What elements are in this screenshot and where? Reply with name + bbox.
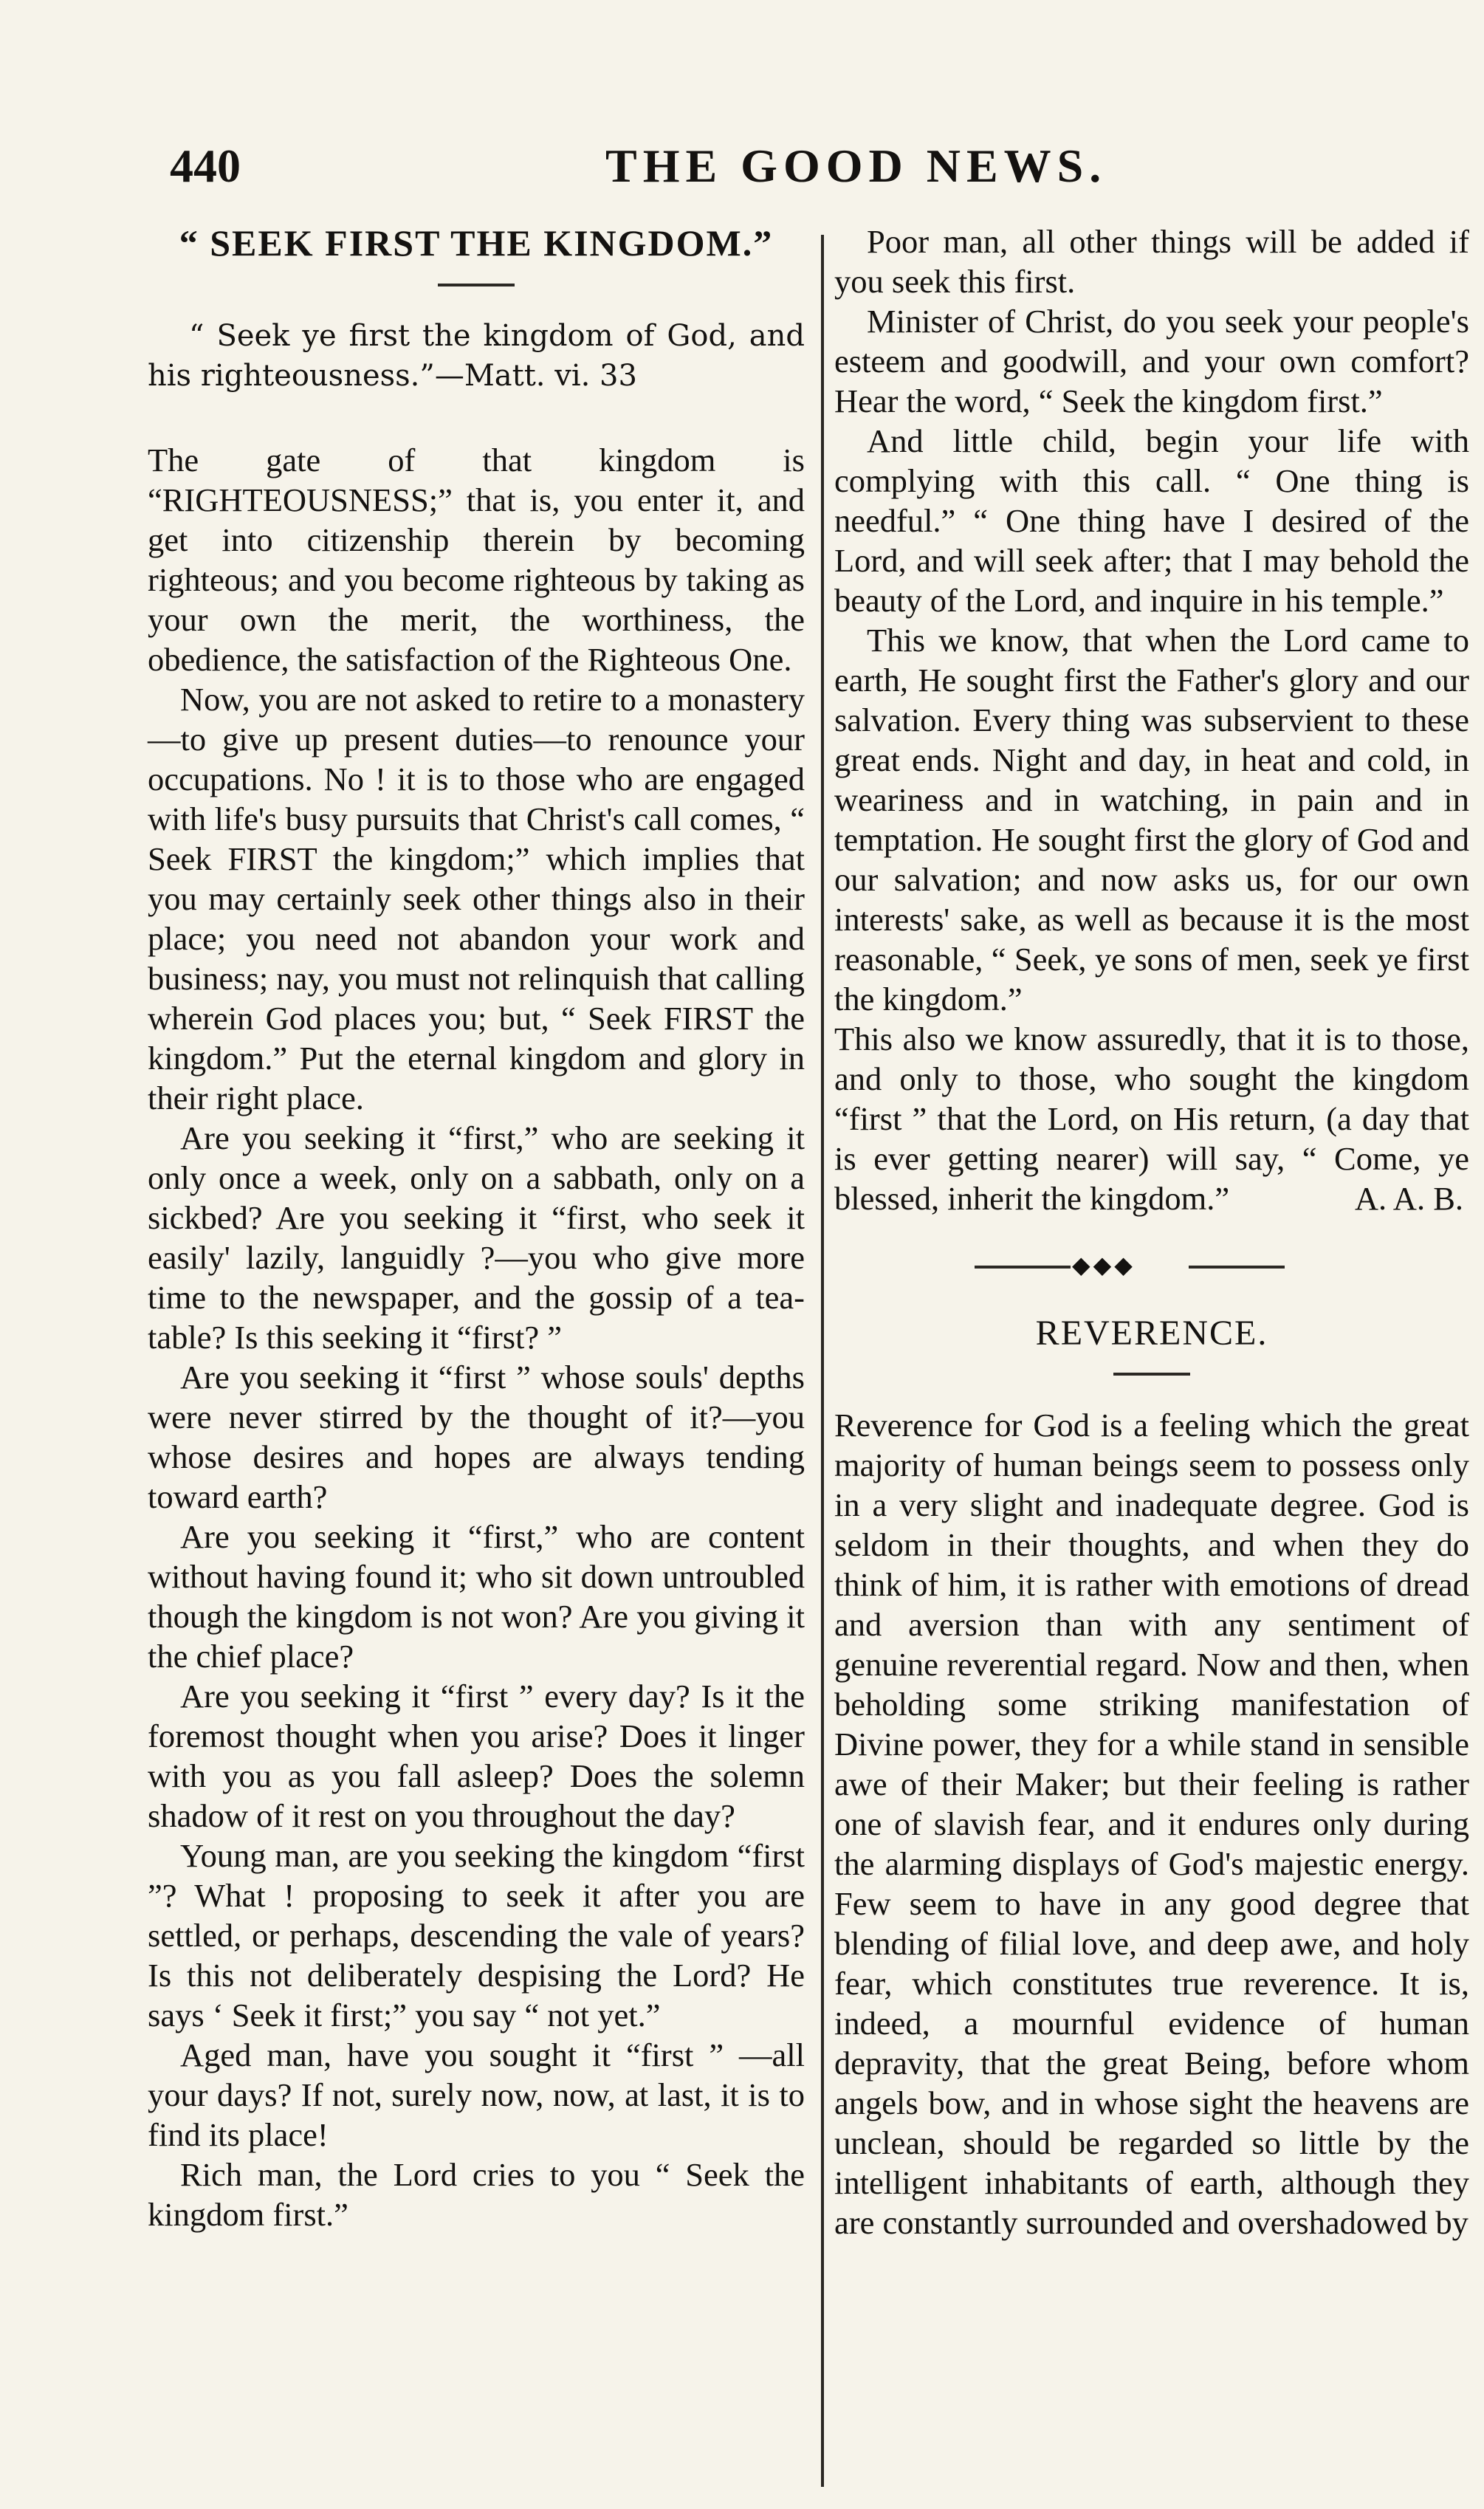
ornament-diamonds: ◆◆◆ xyxy=(1072,1251,1136,1279)
paragraph: Now, you are not asked to retire to a monastery—to give up present duties—to renounce your occupations. No ! it is to those who are engaged with life's busy pursuits that Christ's call comes, “ Seek FIRST the kingdom;” which implies that you may certainly seek other things also in their place; you need not abandon your work and business; nay, you must not relinquish that calling wherein God places you; but, “ Seek FIRST the kingdom.” Put the eternal kingdom and glory in their right place. xyxy=(148,681,805,1116)
paragraph: Minister of Christ, do you seek your people's esteem and goodwill, and your own comfort? Hear the word, “ Seek the kingdom first.” xyxy=(834,303,1469,419)
paragraph: Are you seeking it “first,” who are seeking it only once a week, only on a sabbath, only on a sickbed? Are you seeking it “first, who seek it easily' lazily, languidly ?—you who give more time to the newspaper, and the gossip of a tea-table? Is this seeking it “first? ” xyxy=(148,1119,805,1356)
signature: A. A. B. xyxy=(1354,1180,1463,1217)
paragraph: Poor man, all other things will be added if you seek this first. xyxy=(834,223,1469,300)
running-head xyxy=(170,139,1469,205)
paragraph: This also we know assuredly, that it is to those, and only to those, who sought the kingdom “first ” that the Lord, on His return, (a day that is ever getting nearer) will say, “ Come, ye blessed, inherit the kingdom.” xyxy=(834,1020,1469,1217)
paragraph: Are you seeking it “first ” whose souls' depths were never stirred by the thought of it?—you whose desires and hopes are always tending toward earth? xyxy=(148,1359,805,1515)
paragraph: And little child, begin your life with complying with this call. “ One thing is needful.” “ One thing have I desired of the Lord, and will seek after; that I may behold the beauty of the Lord, and inquire in his temple.” xyxy=(834,422,1469,619)
epigraph: “ Seek ye first the kingdom of God, and his righteousness.”—Matt. vi. 33 xyxy=(148,319,805,393)
paragraph: The gate of that kingdom is “RIGHTEOUSNESS;” that is, you enter it, and get into citizenship therein by becoming righteous; and you become righteous by taking as your own the merit, the worthiness, the obedience, the satisfaction of the Righteous One. xyxy=(148,442,805,678)
paragraph: Reverence for God is a feeling which the great majority of human beings seem to possess only in a very slight and inadequate degree. God is seldom in their thoughts, and when they do think of him, it is rather with emotions of dread and aversion than with any sentiment of genuine reverential regard. Now and then, when beholding some striking manifestation of Divine power, they for a while stand in sensible awe of their Maker; but their feeling is rather one of slavish fear, and it endures only during the alarming displays of God's majestic energy. Few seem to have in any good degree that blending of filial love, and deep awe, and holy fear, which constitutes true reverence. It is, indeed, a mournful evidence of human depravity, that the great Being, before whom angels bow, and in whose sight the heavens are unclean, should be regarded so little by the intelligent inhabitants of earth, although they are constantly surrounded and overshadowed by xyxy=(834,1407,1469,2241)
section-ornament xyxy=(834,1251,1469,1279)
column-divider xyxy=(821,235,824,2487)
title-rule xyxy=(1113,1373,1190,1376)
page-number: 440 xyxy=(170,140,241,192)
paragraph: Are you seeking it “first,” who are content without having found it; who sit down untroubled though the kingdom is not won? Are you giving it the chief place? xyxy=(148,1518,805,1675)
article-title: REVERENCE. xyxy=(1035,1314,1268,1353)
paragraph: This we know, that when the Lord came to earth, He sought first the Father's glory and our salvation. Every thing was subservient to these great ends. Night and day, in heat and cold, in weariness and in watching, in pain and in temptation. He sought first the glory of God and our salvation; and now asks us, for our own interests' sake, as well as because it is the most reasonable, “ Seek, ye sons of men, seek ye first the kingdom.” xyxy=(834,622,1469,1017)
ornament-line-left xyxy=(975,1266,1071,1269)
right-column xyxy=(834,222,1469,2242)
paragraph: Young man, are you seeking the kingdom “first ”? What ! proposing to seek it after you are settled, or perhaps, descending the vale of years? Is this not deliberately despising the Lord? He says ‘ Seek it first;” you say “ not yet.” xyxy=(148,1837,805,2033)
paragraph: Aged man, have you sought it “first ” —all your days? If not, surely now, now, at last, it is to find its place! xyxy=(148,2036,805,2153)
article-title: “ SEEK FIRST THE KINGDOM.” xyxy=(179,222,774,264)
ornament-line-right xyxy=(1189,1266,1285,1269)
journal-title: THE GOOD NEWS. xyxy=(605,140,1107,192)
left-column xyxy=(148,222,805,2234)
paragraph: Rich man, the Lord cries to you “ Seek the kingdom first.” xyxy=(148,2156,805,2233)
title-rule xyxy=(438,284,515,286)
paragraph: Are you seeking it “first ” every day? Is it the foremost thought when you arise? Does it linger with you as you fall asleep? Does the solemn shadow of it rest on you throughout the day? xyxy=(148,1678,805,1834)
